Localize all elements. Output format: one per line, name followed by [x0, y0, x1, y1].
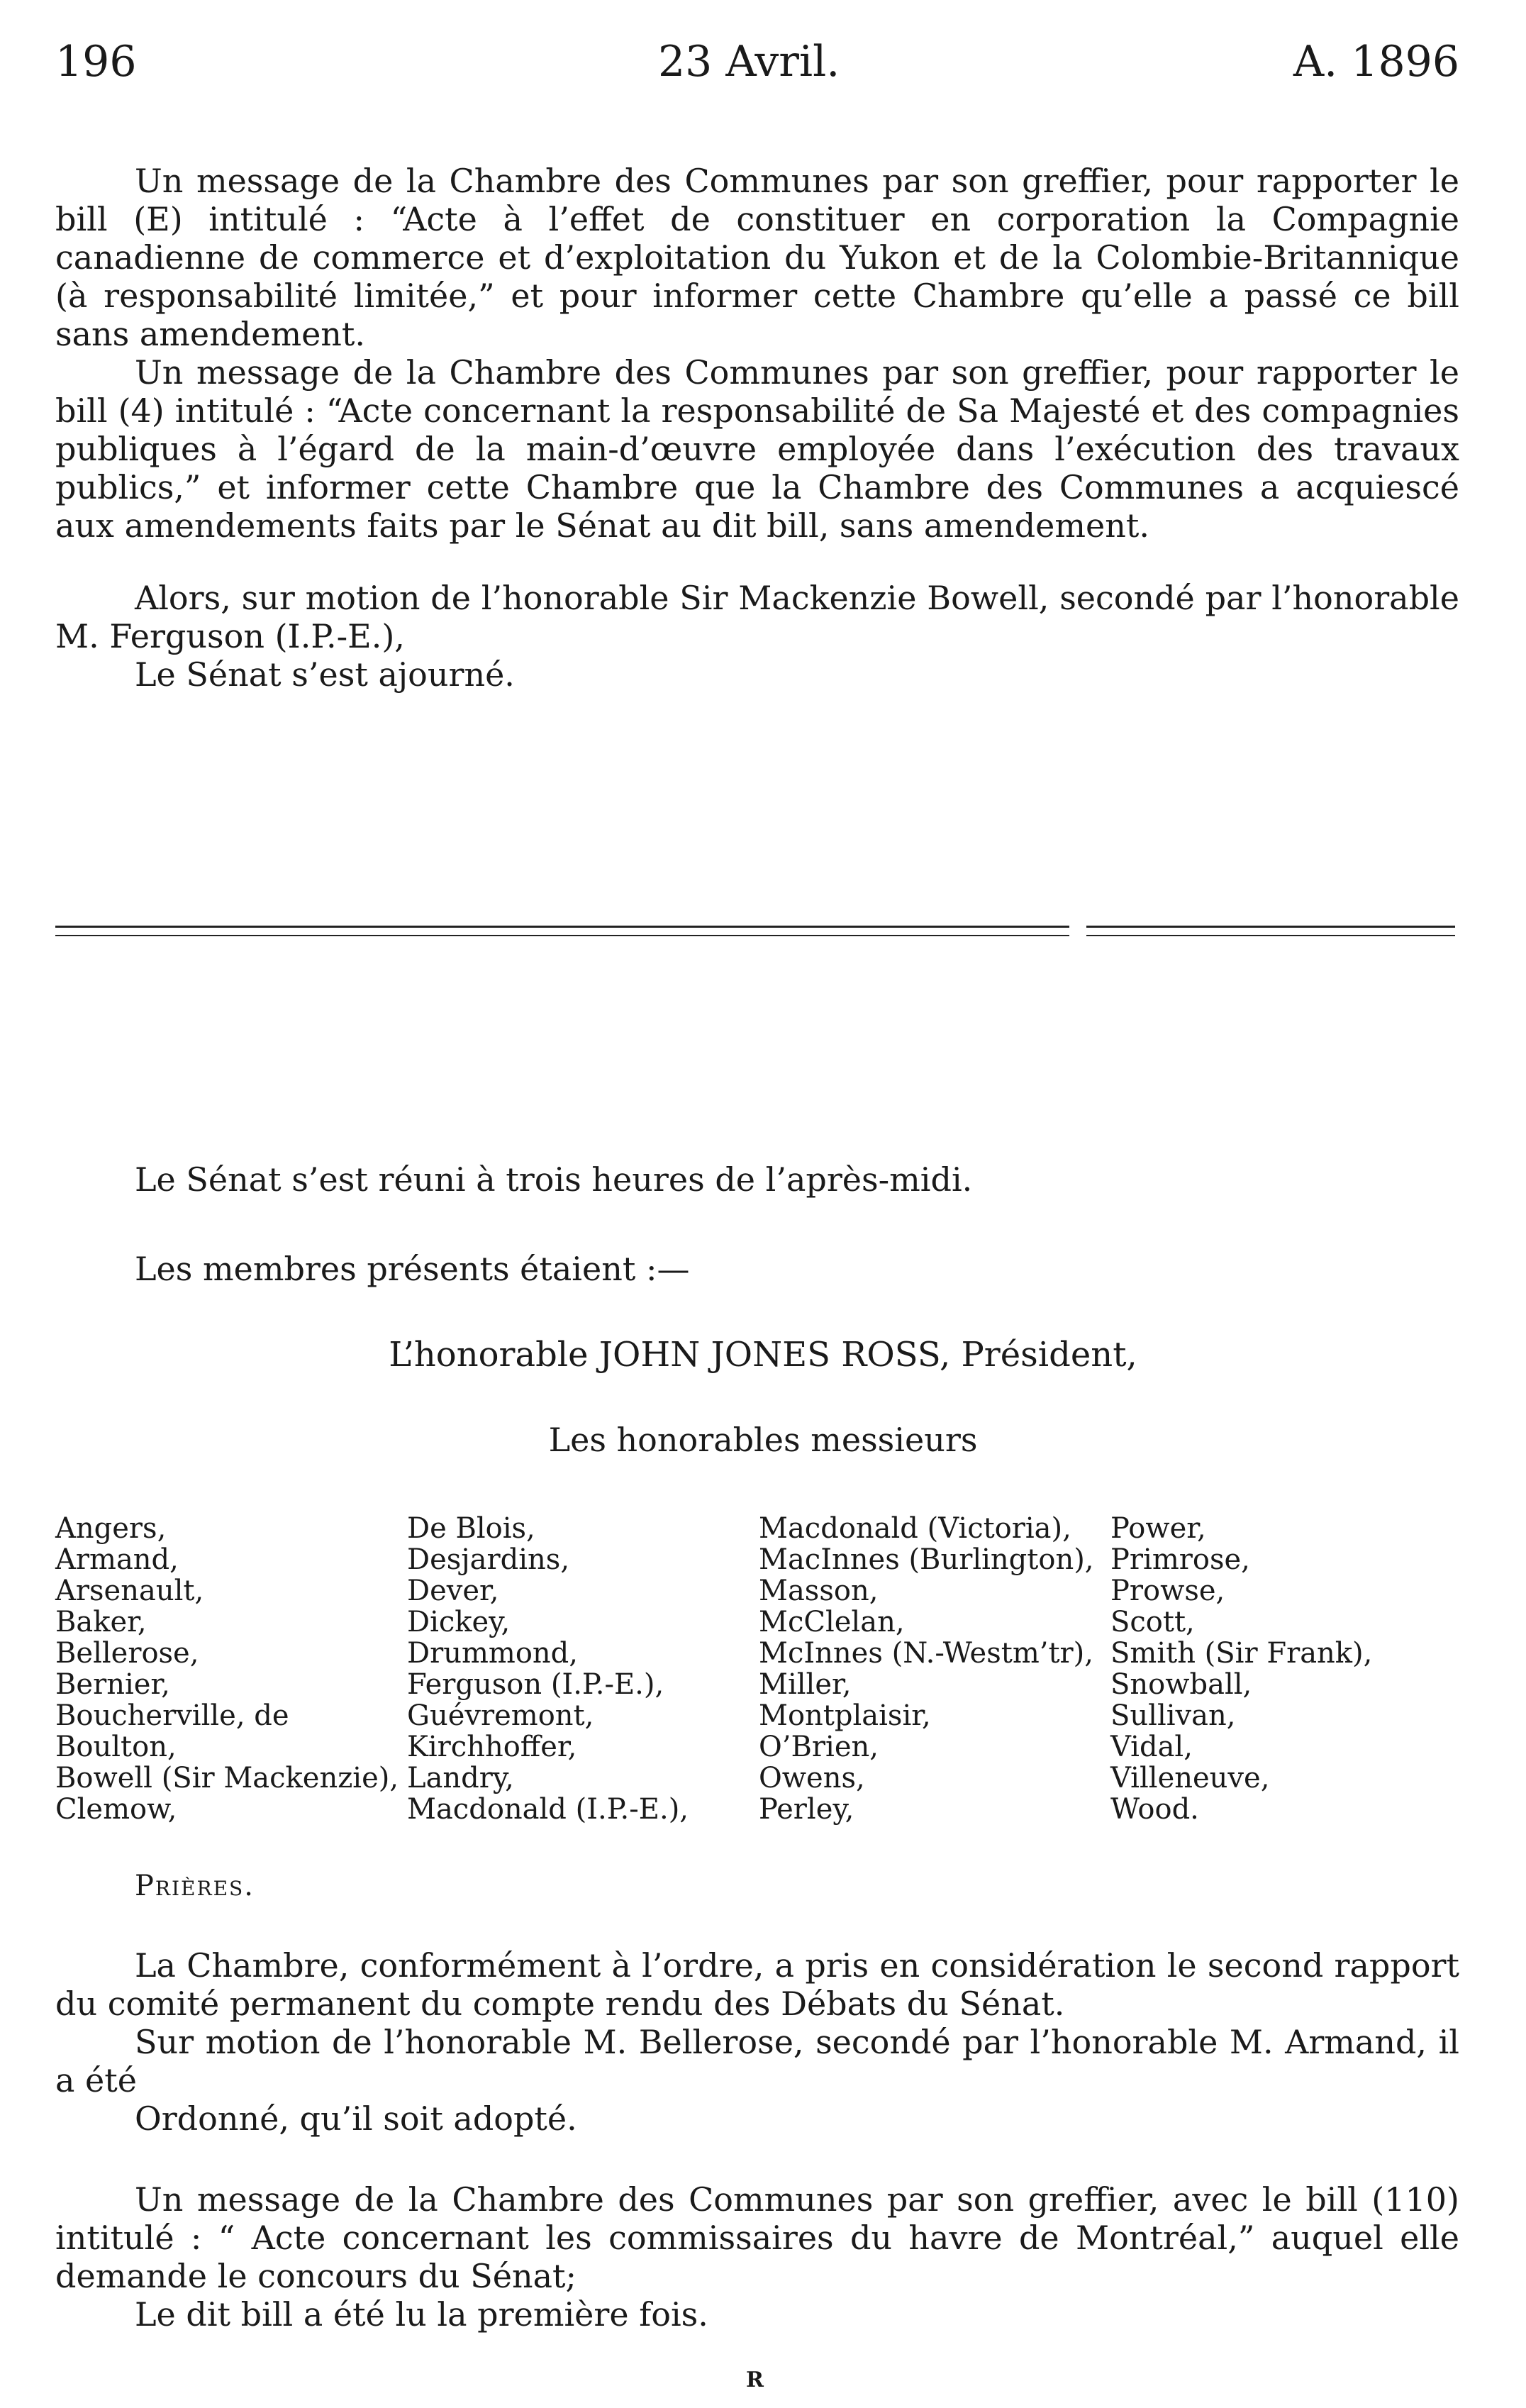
- header-date: 23 Avril.: [658, 37, 840, 87]
- member-name: Owens,: [759, 1762, 865, 1794]
- members-column-1: [55, 1513, 399, 1825]
- member-name: Miller,: [759, 1668, 852, 1701]
- section-rule-right-2: [1086, 935, 1455, 936]
- member-name: Villeneuve,: [1110, 1762, 1270, 1794]
- member-name: Arsenault,: [55, 1575, 204, 1607]
- section-rule-right: [1086, 926, 1455, 928]
- member-name: Armand,: [55, 1543, 179, 1576]
- senate-adjourned: Le Sénat s’est ajourné.: [135, 655, 515, 694]
- adjournment-motion: Alors, sur motion de l’honorable Sir Mackenzie Bowell, secondé par l’honorable M. Ferguson (I.P.-E.),: [55, 579, 1459, 655]
- member-name: O’Brien,: [759, 1731, 879, 1763]
- page-number: 196: [55, 37, 137, 87]
- president-line: L’honorable JOHN JONES ROSS, Président,: [389, 1335, 1137, 1375]
- member-name: Desjardins,: [407, 1543, 570, 1576]
- header-year: A. 1896: [1293, 37, 1459, 87]
- member-name: Macdonald (Victoria),: [759, 1512, 1071, 1545]
- member-name: Landry,: [407, 1762, 514, 1794]
- bellerose-motion: Sur motion de l’honorable M. Bellerose, secondé par l’honorable M. Armand, il a été: [55, 2023, 1459, 2099]
- member-name: Snowball,: [1110, 1668, 1252, 1701]
- member-name: Ferguson (I.P.-E.),: [407, 1668, 664, 1701]
- member-name: Clemow,: [55, 1793, 177, 1826]
- member-name: Prowse,: [1110, 1575, 1225, 1607]
- member-name: MacInnes (Burlington),: [759, 1543, 1094, 1576]
- member-name: Primrose,: [1110, 1543, 1250, 1576]
- member-name: Dever,: [407, 1575, 499, 1607]
- member-name: Dickey,: [407, 1606, 511, 1638]
- signature-mark: R: [746, 2368, 764, 2392]
- member-name: Kirchhoffer,: [407, 1731, 577, 1763]
- member-name: Vidal,: [1110, 1731, 1193, 1763]
- member-name: Power,: [1110, 1512, 1206, 1545]
- member-name: Boulton,: [55, 1731, 177, 1763]
- members-column-2: [407, 1513, 689, 1825]
- page-header: [55, 37, 1459, 94]
- section-rule-left: [55, 926, 1069, 928]
- member-name: Scott,: [1110, 1606, 1195, 1638]
- member-name: McClelan,: [759, 1606, 905, 1638]
- member-name: Bellerose,: [55, 1637, 199, 1670]
- member-name: Boucherville, de: [55, 1699, 289, 1732]
- member-name: Sullivan,: [1110, 1699, 1236, 1732]
- message-bill-4: Un message de la Chambre des Communes par son greffier, pour rapporter le bill (4) intitulé : “Acte concernant la responsabilité de Sa Majesté et des compagnies publiques à l’égard de la main-d’œuvre employée dans l’exécution des travaux publics,” et informer cette Chambre que la Chambre des Communes a acquiescé aux amendements faits par le Sénat au dit bill, sans amendement.: [55, 353, 1459, 545]
- message-bill-110: Un message de la Chambre des Communes par son greffier, avec le bill (110) intitulé : “ Acte concernant les commissaires du havre de Montréal,” auquel elle demande le concours du Sénat;: [55, 2180, 1459, 2295]
- member-name: Bowell (Sir Mackenzie),: [55, 1762, 399, 1794]
- first-reading: Le dit bill a été lu la première fois.: [135, 2295, 708, 2334]
- member-name: Smith (Sir Frank),: [1110, 1637, 1373, 1670]
- members-column-3: [759, 1513, 1094, 1825]
- members-present-heading: Les membres présents étaient :—: [135, 1250, 690, 1288]
- member-name: Masson,: [759, 1575, 879, 1607]
- member-name: Angers,: [55, 1512, 167, 1545]
- member-name: Perley,: [759, 1793, 854, 1826]
- member-name: Baker,: [55, 1606, 147, 1638]
- message-bill-e: Un message de la Chambre des Communes par son greffier, pour rapporter le bill (E) intitulé : “Acte à l’effet de constituer en corporation la Compagnie canadienne de commerce et d’exploitation du Yukon et de la Colombie-Britannique (à responsabilité limitée,” et pour informer cette Chambre qu’elle a passé ce bill sans amendement.: [55, 162, 1459, 353]
- member-name: Guévremont,: [407, 1699, 594, 1732]
- section-rule-left-2: [55, 935, 1069, 936]
- honorables-heading: Les honorables messieurs: [548, 1421, 978, 1459]
- member-name: De Blois,: [407, 1512, 535, 1545]
- session-opening: Le Sénat s’est réuni à trois heures de l’après-midi.: [135, 1160, 973, 1199]
- prayers-label: Prières.: [135, 1870, 255, 1902]
- second-report-paragraph: La Chambre, conformément à l’ordre, a pris en considération le second rapport du comité permanent du compte rendu des Débats du Sénat.: [55, 1946, 1459, 2023]
- member-name: Montplaisir,: [759, 1699, 931, 1732]
- member-name: Wood.: [1110, 1793, 1199, 1826]
- ordered-adopted: Ordonné, qu’il soit adopté.: [135, 2099, 577, 2138]
- members-column-4: [1110, 1513, 1372, 1825]
- member-name: Drummond,: [407, 1637, 578, 1670]
- member-name: McInnes (N.-Westm’tr),: [759, 1637, 1093, 1670]
- prayers-heading: [55, 1867, 1526, 1905]
- member-name: Bernier,: [55, 1668, 170, 1701]
- member-name: Macdonald (I.P.-E.),: [407, 1793, 689, 1826]
